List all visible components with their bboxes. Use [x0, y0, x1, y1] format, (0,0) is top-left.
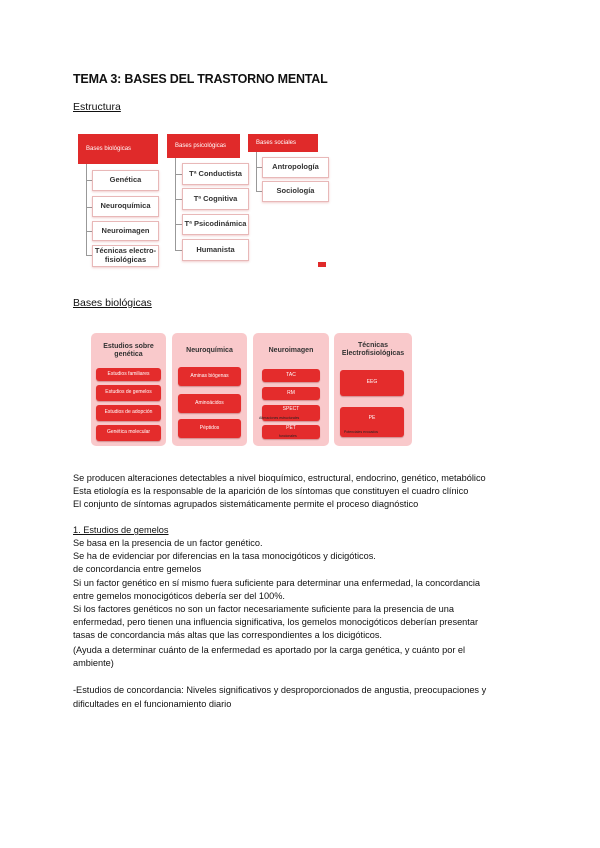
item-aminoacidos: Aminoácidos: [178, 394, 241, 413]
paragraph: Esta etiología es la responsable de la aparición de los síntomas que constituyen el cuadro clínico: [73, 486, 469, 496]
text-line: enfermedad, pero tienen una influencia significativa, los gemelos monocigóticos deberían presentar: [73, 617, 479, 627]
connector: [175, 224, 182, 225]
item-pe: PE: [340, 407, 404, 437]
column-electrofisiologicas: [334, 333, 412, 446]
box-antropologia: Antropología: [262, 157, 329, 178]
structure-heading: Estructura: [73, 101, 121, 113]
connector: [86, 164, 87, 256]
item-estudios-familiares: Estudios familiares: [96, 368, 161, 381]
text-line: Se ha de evidenciar por diferencias en la tasa monocigóticos y dicigóticos.: [73, 551, 376, 561]
section-heading-gemelos: 1. Estudios de gemelos: [73, 525, 169, 535]
column-neuroquimica: [172, 333, 247, 446]
column-title: Técnicas Electrofisiológicas: [341, 342, 405, 358]
box-bases-sociales: Bases sociales: [248, 134, 318, 152]
column-neuroimagen: [253, 333, 329, 446]
paragraph: Se producen alteraciones detectables a nivel bioquímico, estructural, endocrino, genético, metabólico: [73, 473, 486, 483]
text-line: (Ayuda a determinar cuánto de la enfermedad es aportado por la carga genética, y cuánto por el: [73, 645, 466, 655]
box-tecnicas-electrofisiologicas: Técnicas electro-fisiológicas: [92, 245, 159, 267]
item-estudios-adopcion: Estudios de adopción: [96, 405, 161, 421]
item-peptidos: Péptidos: [178, 419, 241, 438]
decor-square: [318, 262, 326, 267]
page-title: TEMA 3: BASES DEL TRASTORNO MENTAL: [73, 72, 328, 86]
box-humanista: Humanista: [182, 239, 249, 261]
item-tac: TAC: [262, 369, 320, 382]
item-spect: SPECT: [262, 405, 320, 421]
column-title: Estudios sobre genética: [103, 343, 154, 359]
bio-heading: Bases biológicas: [73, 297, 152, 309]
box-neuroimagen: Neuroimagen: [92, 221, 159, 241]
connector: [175, 250, 182, 251]
connector: [256, 152, 257, 192]
text-line: Se basa en la presencia de un factor genético.: [73, 538, 263, 548]
column-genetica: [91, 333, 166, 446]
text-line: tasas de concordancia más altas que las correspondientes a los dicigóticos.: [73, 630, 382, 640]
item-aminas-biogenas: Aminas biógenas: [178, 367, 241, 386]
text-line: de concordancia entre gemelos: [73, 564, 202, 574]
box-sociologia: Sociología: [262, 181, 329, 202]
box-neuroquimica: Neuroquímica: [92, 196, 159, 217]
box-t-conductista: Tª Conductista: [182, 163, 249, 185]
connector: [175, 158, 176, 250]
box-t-cognitiva: Tª Cognitiva: [182, 188, 249, 210]
paragraph: El conjunto de síntomas agrupados sistemáticamente permite el proceso diagnóstico: [73, 499, 419, 509]
box-bases-psicologicas: Bases psicológicas: [167, 134, 240, 158]
text-line: Si los factores genéticos no son un factor necesariamente suficiente para la presencia de una: [73, 604, 454, 614]
column-title: Neuroquímica: [186, 347, 233, 354]
box-bases-biologicas: Bases biológicas: [78, 134, 158, 164]
box-genetica: Genética: [92, 170, 159, 191]
text-line: entre gemelos monocigóticos debería ser del 100%.: [73, 591, 285, 601]
text-line: Si un factor genético en sí mismo fuera suficiente para determinar una enfermedad, la concordancia: [73, 578, 481, 588]
item-rm: RM: [262, 387, 320, 400]
item-estudios-gemelos: Estudios de gemelos: [96, 385, 161, 401]
text-line: -Estudios de concordancia: Niveles significativos y desproporcionados de angustia, preocupaciones y: [73, 685, 487, 695]
text-line: ambiente): [73, 658, 114, 668]
note-potenciales-evocados: Potenciales evocados: [344, 430, 379, 434]
column-title: Neuroimagen: [268, 347, 314, 354]
connector: [175, 199, 182, 200]
note-funcionales: funcionales: [279, 434, 297, 438]
text-line: dificultades en el funcionamiento diario: [73, 699, 232, 709]
item-eeg: EEG: [340, 370, 404, 396]
note-alteraciones: Alteraciones estructurales: [259, 416, 300, 420]
connector: [175, 174, 182, 175]
item-genetica-molecular: Genética molecular: [96, 425, 161, 441]
box-t-psicodinamica: Tª Psicodinámica: [182, 214, 249, 235]
item-pet: PET: [262, 425, 320, 439]
